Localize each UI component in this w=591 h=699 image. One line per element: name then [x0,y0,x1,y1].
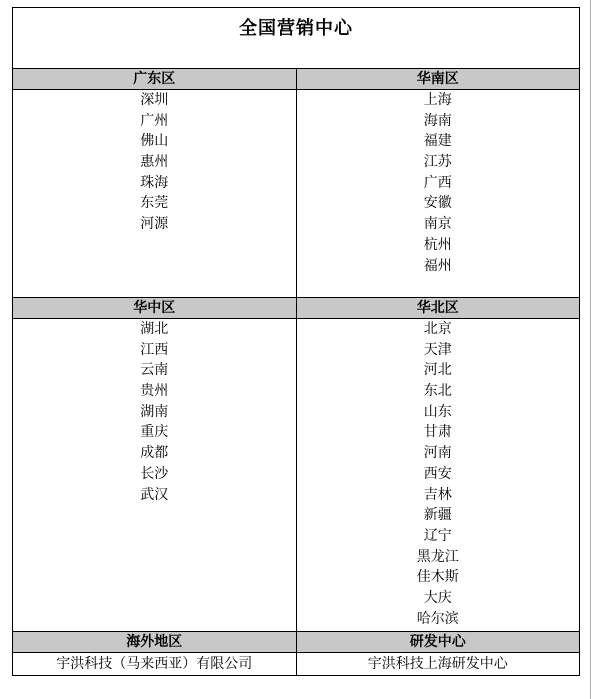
city-item: 杭州 [423,236,452,253]
page-title: 全国营销中心 [239,18,353,39]
city-item: 广州 [140,112,169,129]
cities-row-2 [13,319,580,632]
region-header-huanan: 华南区 [296,69,580,90]
city-item: 成都 [140,445,169,462]
city-item: 新疆 [423,507,452,524]
city-item: 广西 [423,174,452,191]
city-item: 惠州 [140,154,169,171]
city-item: 上海 [423,92,452,108]
city-item: 佛山 [140,133,169,150]
city-item: 武汉 [140,486,169,503]
city-list-guangdong [13,90,296,235]
city-item: 黑龙江 [416,548,459,565]
city-item: 天津 [423,341,452,358]
city-item: 南京 [423,216,452,233]
city-item: 珠海 [140,174,169,191]
region-cell-huazhong [13,319,297,632]
city-item: 福建 [423,133,452,150]
marketing-centers-table [12,7,580,676]
region-cell-huanan [296,90,580,298]
city-item: 辽宁 [423,527,452,544]
cities-row-1 [13,90,580,298]
city-item: 安徽 [423,195,452,212]
bottom-row [13,653,580,676]
city-list-huabei [297,319,580,629]
region-cell-guangdong [13,90,297,298]
header-row-1 [13,69,580,90]
city-item: 河北 [423,362,452,379]
region-header-huabei: 华北区 [296,298,580,319]
city-item: 湖南 [140,403,169,420]
city-item: 西安 [423,465,452,482]
city-list-huazhong [13,319,296,505]
city-item: 东北 [423,383,452,400]
region-cell-huabei [296,319,580,632]
overseas-value: 宇洪科技（马来西亚）有限公司 [13,653,297,676]
rnd-header: 研发中心 [296,632,580,653]
city-item: 福州 [423,257,452,274]
city-item: 吉林 [423,486,452,503]
city-item: 哈尔滨 [416,610,459,627]
city-item: 江西 [140,341,169,358]
header-row-3 [13,632,580,653]
city-item: 贵州 [140,383,169,400]
region-header-guangdong: 广东区 [13,69,297,90]
city-item: 重庆 [140,424,169,441]
overseas-header: 海外地区 [13,632,297,653]
city-item: 河源 [140,216,169,233]
city-item: 山东 [423,403,452,420]
city-item: 佳木斯 [416,569,459,586]
city-list-huanan [297,90,580,276]
city-item: 云南 [140,362,169,379]
city-item: 长沙 [140,465,169,482]
city-item: 北京 [423,321,452,337]
region-header-huazhong: 华中区 [13,298,297,319]
city-item: 大庆 [423,589,452,606]
header-row-2 [13,298,580,319]
city-item: 江苏 [423,154,452,171]
city-item: 东莞 [140,195,169,212]
rnd-value: 宇洪科技上海研发中心 [296,653,580,676]
city-item: 深圳 [140,92,169,108]
title-row [13,8,580,69]
city-item: 海南 [423,112,452,129]
title-cell [13,8,580,69]
city-item: 河南 [423,445,452,462]
city-item: 甘肃 [423,424,452,441]
city-item: 湖北 [140,321,169,337]
